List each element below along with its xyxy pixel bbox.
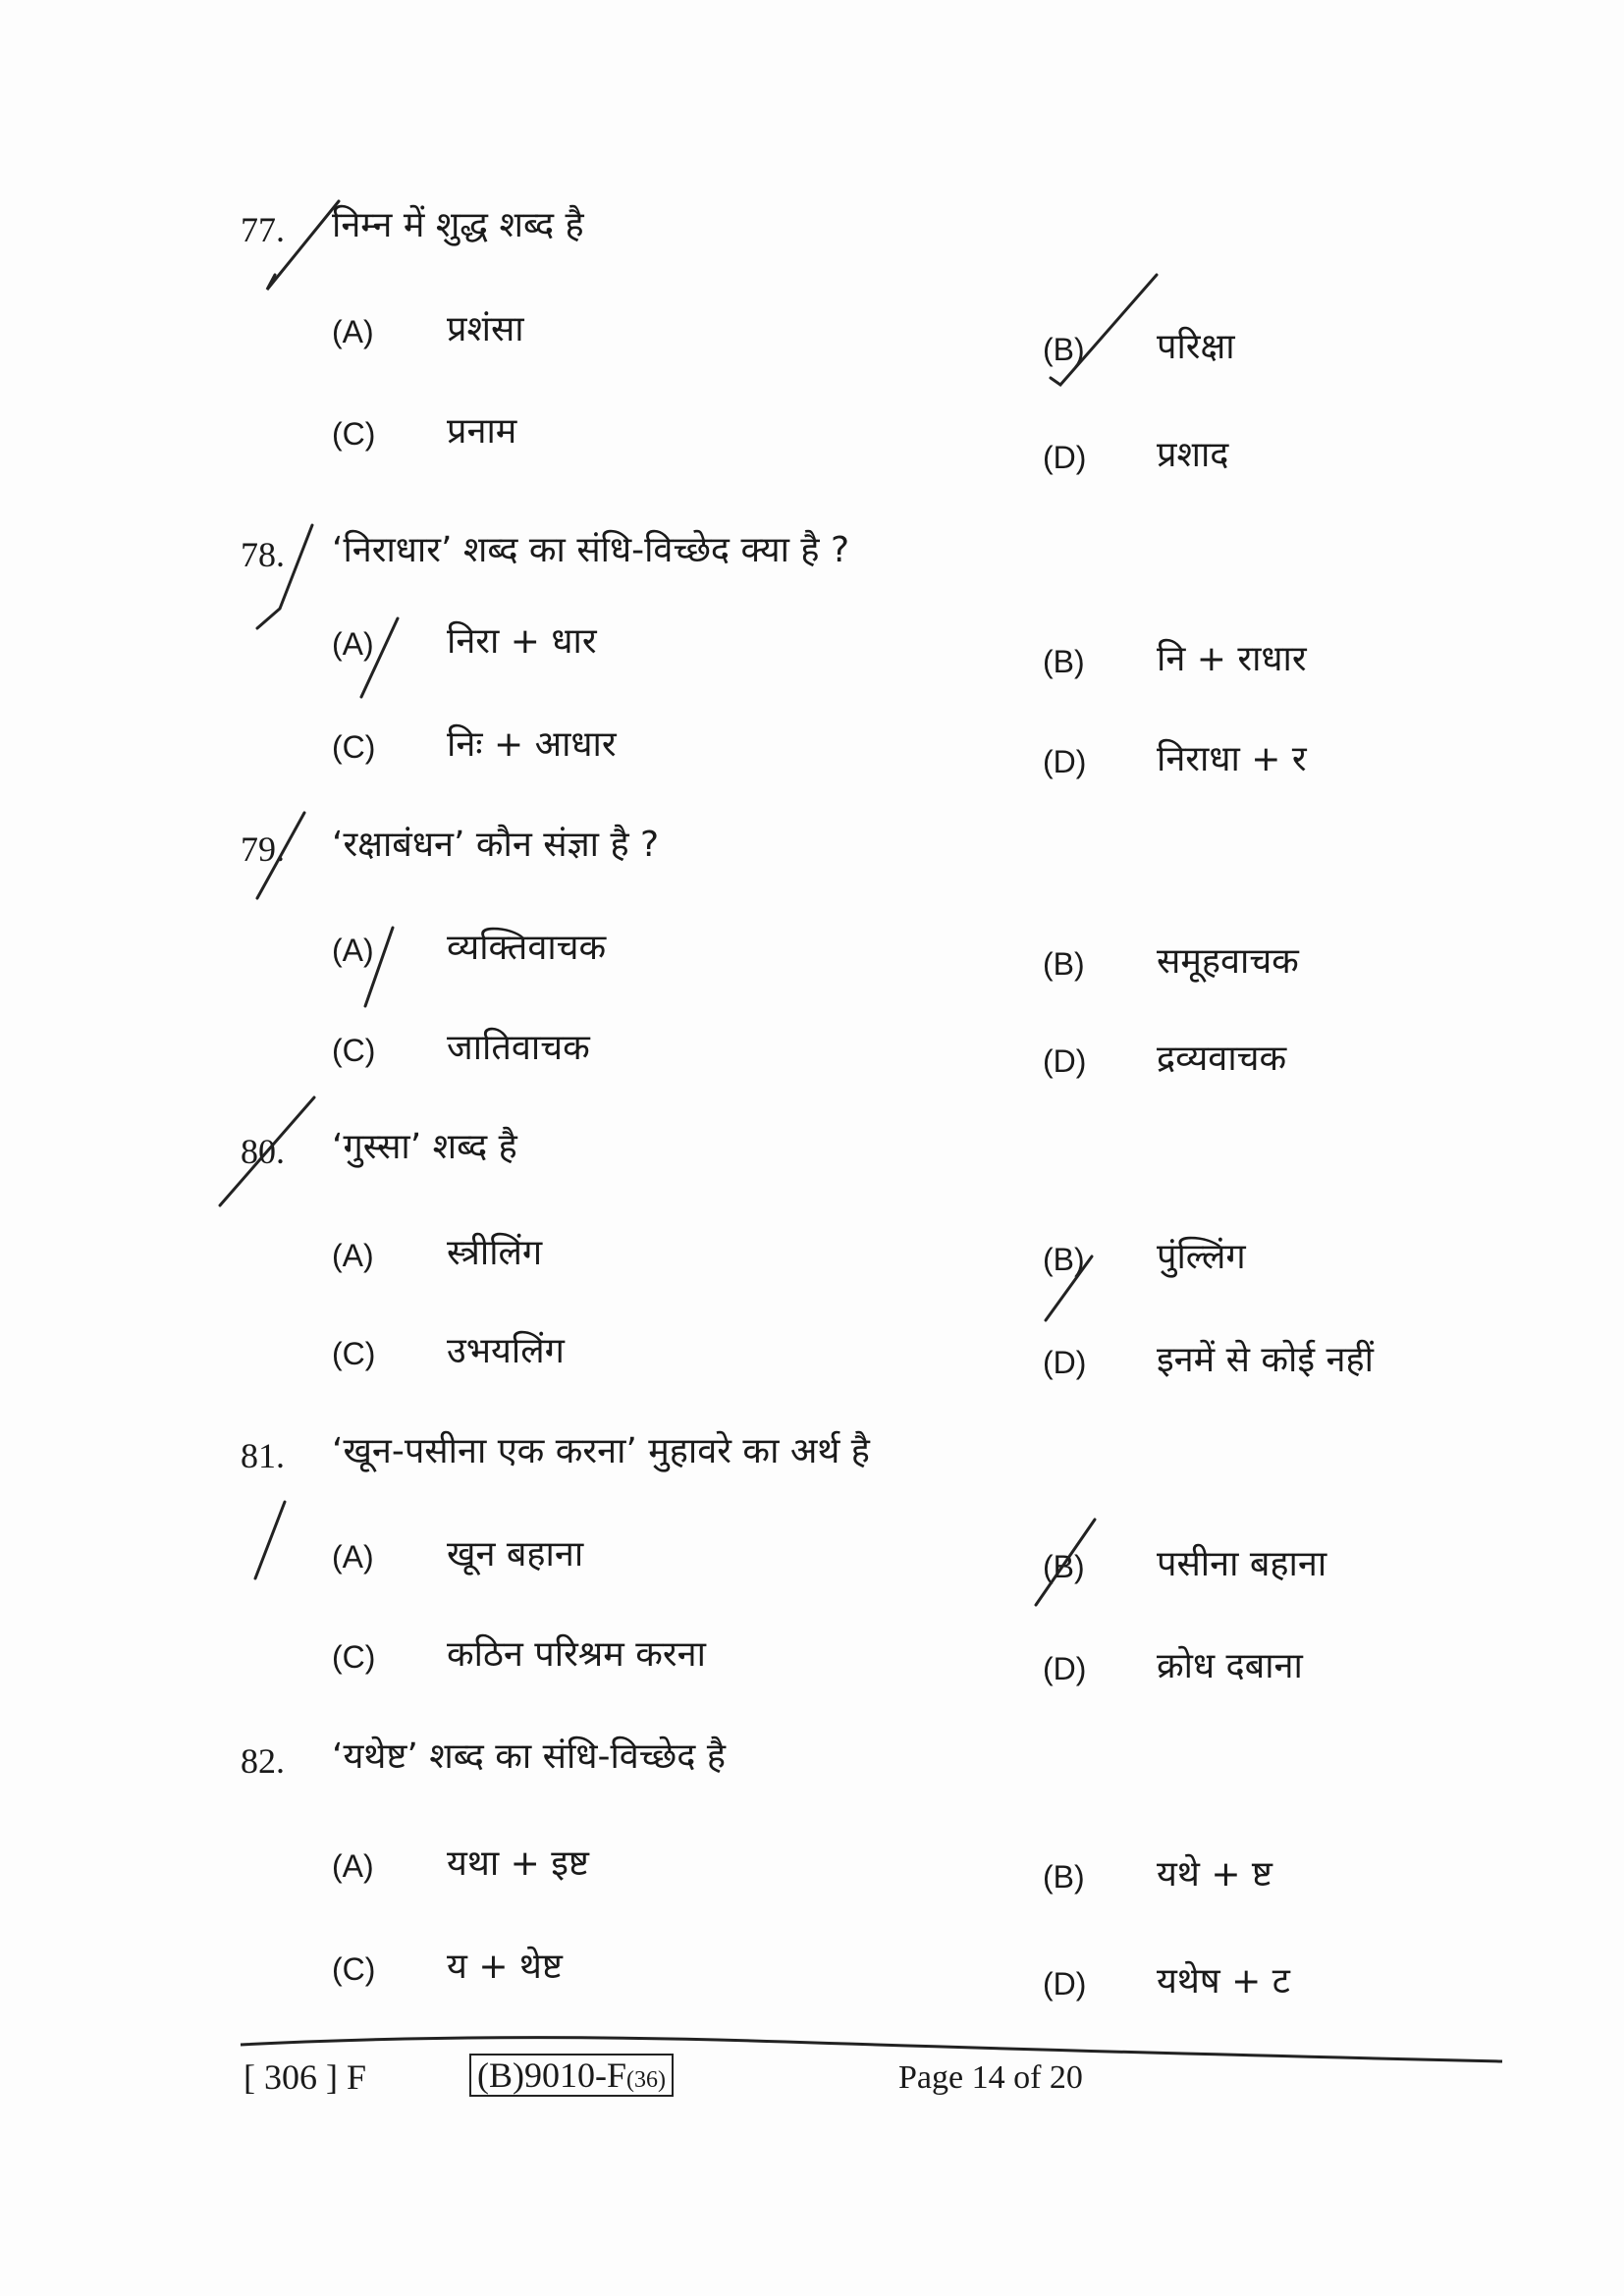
option-text[interactable]: पुंल्लिंग: [1157, 1237, 1246, 1277]
option-text[interactable]: प्रनाम: [447, 411, 517, 452]
option-label[interactable]: (C): [332, 1639, 376, 1675]
option-text[interactable]: परिक्षा: [1157, 327, 1235, 367]
paper-code-suffix: (36): [626, 2067, 666, 2093]
option-text[interactable]: य + थेष्ट: [447, 1947, 563, 1987]
option-label[interactable]: (D): [1043, 744, 1087, 779]
option-label[interactable]: (A): [332, 933, 374, 968]
footer-paper-code: [469, 2054, 674, 2097]
option-label[interactable]: (D): [1043, 440, 1087, 475]
option-label[interactable]: (D): [1043, 1651, 1087, 1686]
option-text[interactable]: उभयलिंग: [447, 1331, 565, 1371]
option-text[interactable]: यथे + ष्ट: [1157, 1854, 1272, 1895]
question-text: ‘गुस्सा’ शब्द है: [332, 1127, 517, 1167]
option-text[interactable]: यथा + इष्ट: [447, 1843, 589, 1884]
option-label[interactable]: (A): [332, 626, 374, 662]
option-label[interactable]: (B): [1043, 644, 1085, 679]
question-text: ‘यथेष्ट’ शब्द का संधि-विच्छेद है: [332, 1736, 726, 1777]
option-text[interactable]: व्यक्तिवाचक: [447, 928, 607, 968]
option-label[interactable]: (D): [1043, 1966, 1087, 2002]
option-text[interactable]: यथेष + ट: [1157, 1961, 1290, 2002]
question-number: 79.: [241, 829, 285, 869]
option-text[interactable]: स्त्रीलिंग: [447, 1233, 543, 1273]
question-text: ‘रक्षाबंधन’ कौन संज्ञा है ?: [332, 825, 660, 865]
option-label[interactable]: (D): [1043, 1345, 1087, 1380]
option-text[interactable]: प्रशाद: [1157, 435, 1229, 475]
option-text[interactable]: निराधा + र: [1157, 739, 1307, 779]
question-text: निम्न में शुद्ध शब्द है: [332, 205, 584, 245]
option-label[interactable]: (B): [1043, 1549, 1085, 1584]
tick-mark-81: [255, 1502, 285, 1578]
option-label[interactable]: (B): [1043, 332, 1085, 367]
option-label[interactable]: (A): [332, 1848, 374, 1884]
option-label[interactable]: (C): [332, 729, 376, 765]
option-text[interactable]: नि + राधार: [1157, 639, 1307, 679]
question-number: 82.: [241, 1741, 285, 1781]
tick-mark-77b: [1051, 275, 1157, 385]
option-label[interactable]: (C): [332, 1033, 376, 1068]
option-text[interactable]: समूहवाचक: [1157, 941, 1299, 982]
option-label[interactable]: (A): [332, 314, 374, 349]
footer-rule: [241, 2038, 1502, 2061]
paper-code: (B)9010-F: [477, 2056, 626, 2095]
option-text[interactable]: इनमें से कोई नहीं: [1157, 1340, 1374, 1380]
question-number: 77.: [241, 210, 285, 249]
option-text[interactable]: क्रोध दबाना: [1157, 1646, 1303, 1686]
footer-paper-number: [ 306 ] F: [244, 2057, 366, 2097]
question-text: ‘निराधार’ शब्द का संधि-विच्छेद क्या है ?: [332, 530, 850, 570]
option-label[interactable]: (C): [332, 1951, 376, 1987]
question-number: 81.: [241, 1436, 285, 1475]
option-text[interactable]: कठिन परिश्रम करना: [447, 1634, 706, 1675]
option-text[interactable]: पसीना बहाना: [1157, 1544, 1327, 1584]
option-label[interactable]: (B): [1043, 1242, 1085, 1277]
question-number: 78.: [241, 535, 285, 574]
question-text: ‘खून-पसीना एक करना’ मुहावरे का अर्थ है: [332, 1431, 870, 1471]
option-text[interactable]: निः + आधार: [447, 724, 617, 765]
footer-page-number: Page 14 of 20: [898, 2059, 1083, 2096]
option-label[interactable]: (C): [332, 1336, 376, 1371]
option-label[interactable]: (B): [1043, 946, 1085, 982]
option-label[interactable]: (A): [332, 1238, 374, 1273]
option-label[interactable]: (A): [332, 1539, 374, 1575]
option-text[interactable]: द्रव्यवाचक: [1157, 1039, 1287, 1079]
option-text[interactable]: जातिवाचक: [447, 1028, 590, 1068]
option-text[interactable]: खून बहाना: [447, 1534, 584, 1575]
option-label[interactable]: (B): [1043, 1859, 1085, 1895]
option-text[interactable]: प्रशंसा: [447, 309, 524, 349]
option-text[interactable]: निरा + धार: [447, 621, 597, 662]
option-label[interactable]: (D): [1043, 1043, 1087, 1079]
option-label[interactable]: (C): [332, 416, 376, 452]
question-number: 80.: [241, 1132, 285, 1171]
